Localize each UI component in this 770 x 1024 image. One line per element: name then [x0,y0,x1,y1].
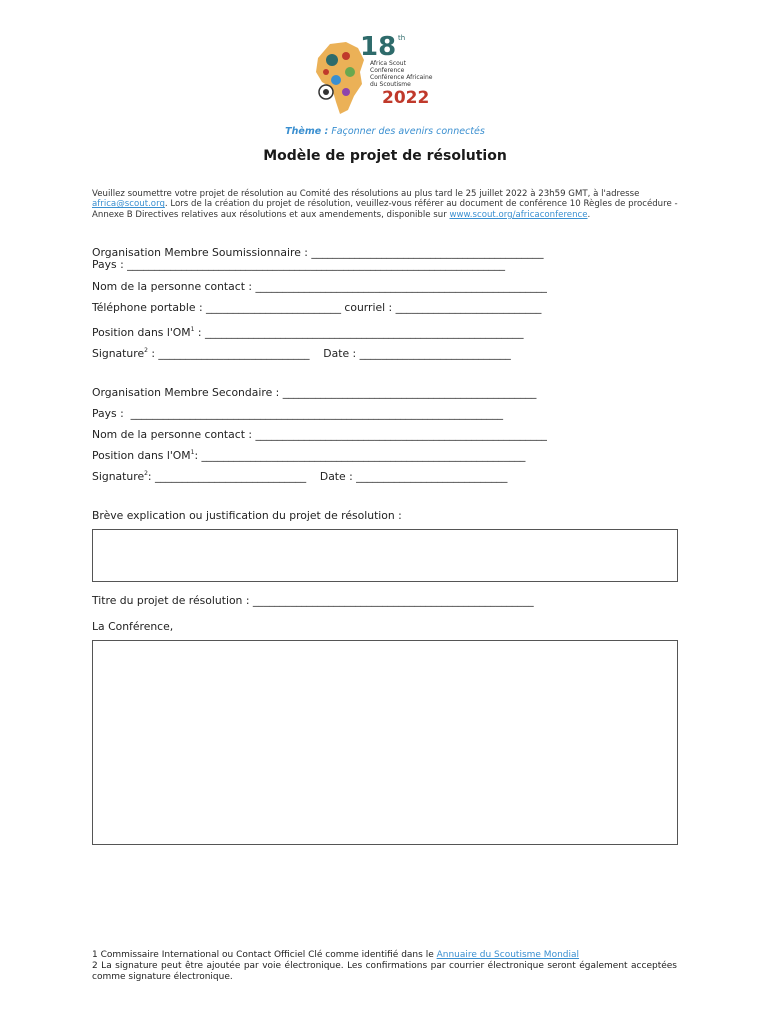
footnote-ref-1b: 1 [190,449,195,456]
submitting-org-field[interactable]: Organisation Membre Soumissionnaire : ___________________________________________ [92,246,544,259]
resolution-body-textbox[interactable] [92,640,678,845]
position-label-1: Position dans l'OM [92,326,191,339]
signature-line-2: : ____________________________ Date : ____________________________ [147,470,508,483]
theme-text: Façonner des avenirs connectés [331,126,485,137]
conference-label: La Conférence, [92,620,174,633]
footnote-1 [92,950,677,961]
explanation-label: Brève explication ou justification du projet de résolution : [92,509,402,522]
resolution-title-field[interactable]: Titre du projet de résolution : ____________________________________________________ [92,594,534,607]
world-scouting-directory-link[interactable]: Annuaire du Scoutisme Mondial [436,950,580,960]
logo-year: 2022 [382,88,430,108]
secondary-org-field[interactable]: Organisation Membre Secondaire : _______________________________________________ [92,386,537,399]
footnote-ref-2b: 2 [144,470,148,477]
signature-label-2: Signature [92,470,145,483]
conference-logo [312,30,462,118]
explanation-textbox[interactable] [92,529,678,582]
footnote-1-text: 1 Commissaire International ou Contact Officiel Clé comme identifié dans le [92,950,437,960]
logo-line-2: Conference [370,67,405,74]
email-link[interactable]: africa@scout.org [92,199,165,210]
theme-line [0,126,770,137]
footnote-ref-1: 1 [190,326,195,333]
position-label-2: Position dans l'OM [92,449,191,462]
footnote-ref-2: 2 [144,347,148,354]
intro-text-3: . [587,209,591,220]
page-title: Modèle de projet de résolution [263,148,507,164]
logo-line-1: Africa Scout [370,60,406,67]
contact-name-field-1[interactable]: Nom de la personne contact : ______________________________________________________ [92,280,547,293]
logo-line-3: Conférence Africaine [370,74,433,81]
logo-number: 18 [360,32,397,62]
signature-date-field-1[interactable] [92,347,511,360]
position-line-2: : ____________________________________________________________ [194,449,526,462]
logo-suffix: th [398,34,406,42]
position-field-1[interactable] [92,326,523,339]
position-line-1: : ___________________________________________________________ [194,326,524,339]
signature-label-1: Signature [92,347,145,360]
country-field-2[interactable]: Pays : _____________________________________________________________________ [92,407,504,420]
intro-text-2: . Lors de la création du projet de résolution, veuillez-vous référer au document de conférence 10 Règles de procédure - Annexe B Directives relatives aux résolutions et aux amendements, disponible sur [92,199,678,220]
footnote-2: 2 La signature peut être ajoutée par voie électronique. Les confirmations par courrier électronique seront également acceptées comme signature électronique. [92,961,677,982]
country-field-1[interactable]: Pays : ______________________________________________________________________ [92,258,506,271]
intro-text-1: Veuillez soumettre votre projet de résolution au Comité des résolutions au plus tard le 25 juillet 2022 à 23h59 GMT, à l'adresse [92,189,640,199]
contact-name-field-2[interactable]: Nom de la personne contact : ______________________________________________________ [92,428,547,441]
phone-email-field[interactable]: Téléphone portable : _________________________ courriel : ___________________________ [92,301,542,314]
position-field-2[interactable] [92,449,525,462]
signature-line-1: : ____________________________ Date : ____________________________ [147,347,511,360]
theme-label: Thème : [285,126,329,137]
logo-line-4: du Scoutisme [370,81,411,88]
conference-url-link[interactable]: www.scout.org/africaconference [449,209,588,220]
signature-date-field-2[interactable] [92,470,507,483]
intro-paragraph [92,189,682,220]
